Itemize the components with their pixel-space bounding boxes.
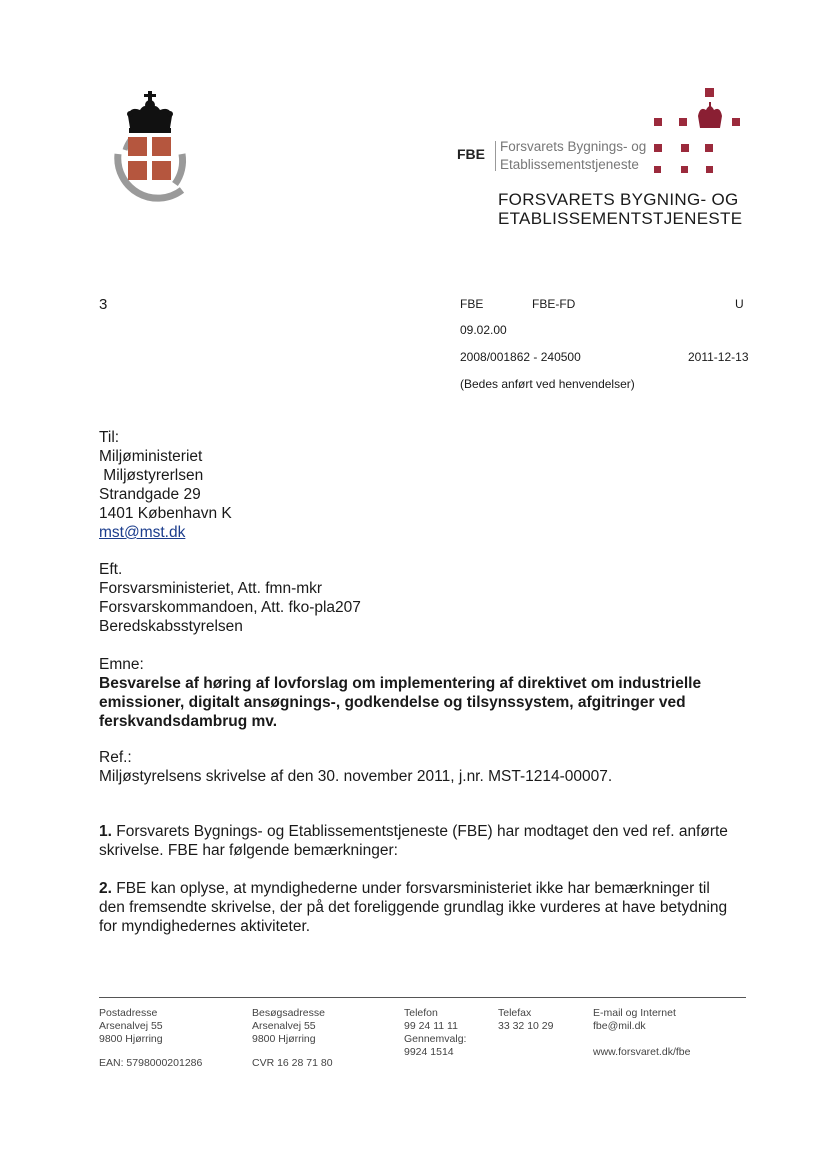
direct-label: Gennemvalg: — [404, 1033, 467, 1045]
reference-note: (Bedes anført ved henvendelser) — [460, 377, 635, 391]
footer-ean: EAN: 5798000201286 — [99, 1057, 203, 1069]
reference-journal-number: 2008/001862 - 240500 — [460, 350, 581, 364]
paragraph-text: FBE kan oplyse, at myndighederne under forsvarsministeriet ikke har bemærkninger til den fremsendte skrivelse, der på det foreliggende grundlag ikke vurderes at have betydning for myndighedernes aktiviteter. — [99, 880, 728, 935]
fax-value: 33 32 10 29 — [498, 1020, 554, 1032]
recipient-line2: Miljøstyrerlsen — [99, 467, 204, 484]
postal-label: Postadresse — [99, 1007, 158, 1019]
postal-line2: 9800 Hjørring — [99, 1033, 163, 1045]
fbe-name-line1: Forsvarets Bygnings- og — [500, 139, 647, 154]
paragraph-2 — [99, 879, 739, 936]
subject-label: Emne: — [99, 656, 144, 673]
footer-website-link[interactable]: www.forsvaret.dk/fbe — [593, 1046, 691, 1058]
ref-label: Ref.: — [99, 749, 132, 766]
recipient-block — [99, 428, 232, 542]
fax-label: Telefax — [498, 1007, 532, 1019]
cc-line3: Beredskabsstyrelsen — [99, 618, 243, 635]
reference-date: 2011-12-13 — [688, 350, 749, 364]
fbe-name-line2: Etablissementstjeneste — [500, 157, 639, 172]
visit-line1: Arsenalvej 55 — [252, 1020, 316, 1032]
reference-unit: FBE — [460, 297, 484, 311]
crown-emblem-icon — [100, 88, 200, 206]
recipient-line4: 1401 København K — [99, 505, 232, 522]
postal-line1: Arsenalvej 55 — [99, 1020, 163, 1032]
footer-fax — [498, 1007, 553, 1033]
fbe-abbreviation: FBE — [457, 146, 485, 162]
cc-label: Eft. — [99, 561, 123, 578]
phone-label: Telefon — [404, 1007, 438, 1019]
ref-text: Miljøstyrelsens skrivelse af den 30. november 2011, j.nr. MST-1214-00007. — [99, 768, 613, 785]
paragraph-1 — [99, 822, 739, 860]
recipient-label: Til: — [99, 429, 120, 446]
recipient-line3: Strandgade 29 — [99, 486, 201, 503]
direct-value: 9924 1514 — [404, 1046, 454, 1058]
logo-divider — [495, 141, 496, 171]
email-label: E-mail og Internet — [593, 1007, 676, 1019]
page-number: 3 — [99, 296, 108, 313]
reference-department: FBE-FD — [532, 297, 576, 311]
footer-postal-address — [99, 1007, 163, 1046]
cc-line1: Forsvarsministeriet, Att. fmn-mkr — [99, 580, 323, 597]
org-title-line1: FORSVARETS BYGNING- OG — [498, 190, 739, 209]
recipient-email-link[interactable]: mst@mst.dk — [99, 524, 186, 541]
recipient-line1: Miljøministeriet — [99, 448, 203, 465]
reference-file-number: 09.02.00 — [460, 323, 507, 337]
reference-classification: U — [735, 297, 744, 311]
subject-block — [99, 655, 739, 731]
subject-text: Besvarelse af høring af lovforslag om implementering af direktivet om industrielle emissioner, digitalt ansøgnings-, godkendelse og tilsynssystem, afgitringer ved ferskvandsdambrug mv. — [99, 675, 702, 730]
footer-divider — [99, 997, 746, 998]
fbe-emblem-icon — [640, 82, 750, 182]
footer-phone — [404, 1007, 466, 1059]
paragraph-number: 1. — [99, 823, 112, 840]
cc-line2: Forsvarskommandoen, Att. fko-pla207 — [99, 599, 361, 616]
footer-email — [593, 1007, 676, 1033]
paragraph-number: 2. — [99, 880, 112, 897]
visit-label: Besøgsadresse — [252, 1007, 325, 1019]
email-value[interactable]: fbe@mil.dk — [593, 1020, 646, 1032]
paragraph-text: Forsvarets Bygnings- og Etablissementstjeneste (FBE) har modtaget den ved ref. anførte skrivelse. FBE har følgende bemærkninger: — [99, 823, 728, 859]
visit-line2: 9800 Hjørring — [252, 1033, 316, 1045]
ref-block — [99, 748, 739, 786]
org-title-line2: ETABLISSEMENTSTJENESTE — [498, 209, 743, 228]
footer-cvr: CVR 16 28 71 80 — [252, 1057, 333, 1069]
cc-block — [99, 560, 361, 636]
phone-value: 99 24 11 11 — [404, 1020, 458, 1032]
footer-visit-address — [252, 1007, 325, 1046]
